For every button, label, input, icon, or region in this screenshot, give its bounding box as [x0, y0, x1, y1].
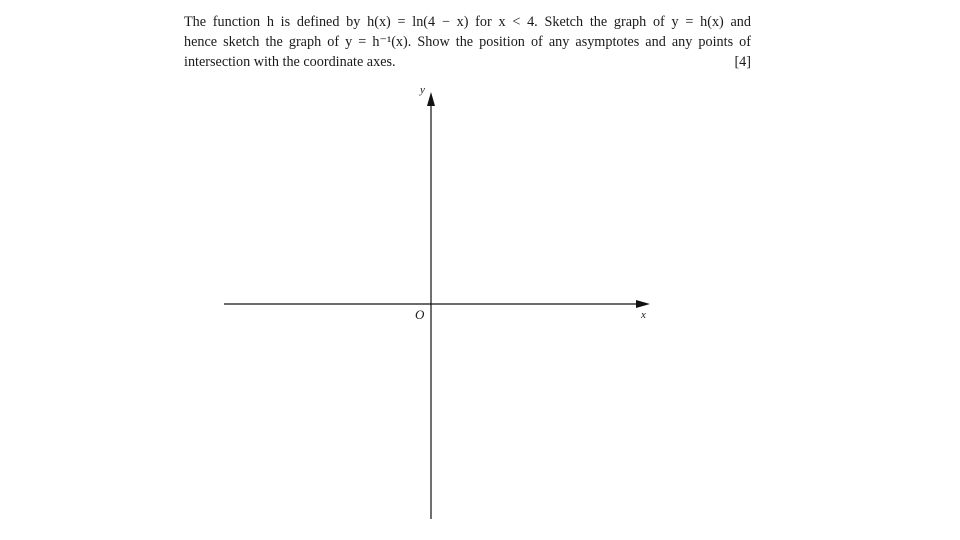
- x-axis-arrowhead: [636, 300, 650, 308]
- x-axis-label: x: [641, 309, 646, 321]
- question-line-2: hence sketch the graph of y = h⁻¹(x). Show the position of any asymptotes and any points of: [184, 34, 751, 50]
- marks-label: [4]: [734, 54, 751, 70]
- origin-label: O: [415, 307, 425, 322]
- y-axis-arrowhead: [427, 92, 435, 106]
- y-axis-label: y: [420, 84, 425, 96]
- question-line-3-text: intersection with the coordinate axes.: [184, 54, 396, 70]
- question-line-1: The function h is defined by h(x) = ln(4 − x) for x < 4. Sketch the graph of y = h(x) and: [184, 14, 751, 30]
